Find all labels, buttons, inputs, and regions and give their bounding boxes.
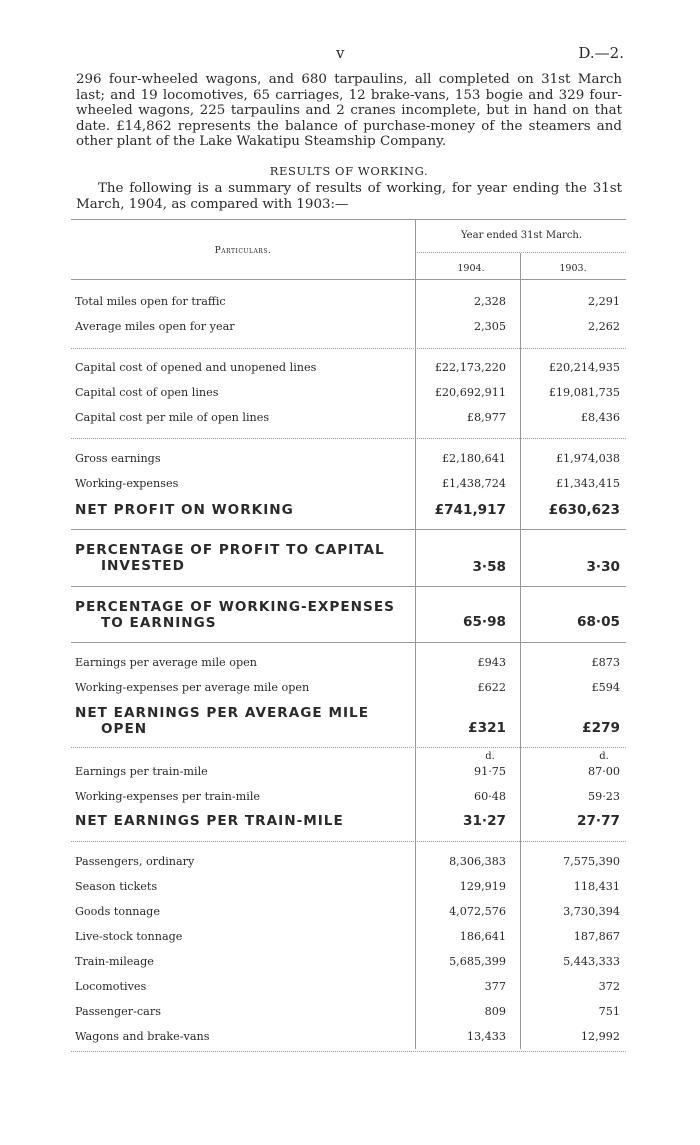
group-rule bbox=[71, 747, 626, 748]
value-1904: £321 bbox=[468, 720, 506, 736]
row-label: Capital cost per mile of open lines bbox=[75, 411, 270, 424]
section-heading: RESULTS OF WORKING. bbox=[269, 164, 429, 178]
value-1903: 751 bbox=[598, 1005, 620, 1018]
row-label: Passenger-cars bbox=[75, 1005, 161, 1018]
value-1903: £279 bbox=[582, 720, 620, 736]
value-1903: 7,575,390 bbox=[563, 855, 620, 868]
value-1904: £20,692,911 bbox=[434, 386, 506, 399]
value-1904: 809 bbox=[484, 1005, 506, 1018]
table-top-rule bbox=[71, 219, 626, 220]
year-rule bbox=[417, 252, 626, 253]
value-1903: £1,974,038 bbox=[555, 452, 620, 465]
row-label: Capital cost of opened and unopened lines bbox=[75, 361, 317, 374]
value-1904: £741,917 bbox=[434, 502, 506, 518]
value-1903: 3,730,394 bbox=[563, 905, 620, 918]
value-1903: 5,443,333 bbox=[563, 955, 620, 968]
row-label: Average miles open for year bbox=[75, 320, 235, 333]
value-1903: £8,436 bbox=[580, 411, 620, 424]
value-1903: 59·23 bbox=[587, 790, 620, 803]
value-1904: 2,305 bbox=[473, 320, 506, 333]
particulars-header: Particulars. bbox=[214, 246, 272, 256]
row-label: NET EARNINGS PER TRAIN-MILE bbox=[75, 813, 344, 829]
group-rule bbox=[71, 348, 626, 349]
value-1904: £22,173,220 bbox=[434, 361, 506, 374]
value-1904: £2,180,641 bbox=[441, 452, 506, 465]
value-1903: £630,623 bbox=[548, 502, 620, 518]
group-rule bbox=[71, 438, 626, 439]
row-label-line1: PERCENTAGE OF PROFIT TO CAPITAL bbox=[75, 542, 385, 558]
value-1904: £622 bbox=[477, 681, 506, 694]
column-divider-1 bbox=[415, 279, 416, 1049]
row-label: Live-stock tonnage bbox=[75, 930, 183, 943]
value-1904: 91·75 bbox=[473, 765, 506, 778]
value-1904: 5,685,399 bbox=[449, 955, 506, 968]
document-reference: D.—2. bbox=[578, 44, 624, 62]
value-1903: £19,081,735 bbox=[548, 386, 620, 399]
table-bottom-rule bbox=[71, 1051, 626, 1052]
row-label: Earnings per train-mile bbox=[75, 765, 208, 778]
value-1904: 65·98 bbox=[463, 614, 506, 630]
row-label-line1: NET EARNINGS PER AVERAGE MILE bbox=[75, 705, 369, 721]
header-bottom-rule bbox=[71, 279, 626, 280]
value-1904: 2,328 bbox=[473, 295, 506, 308]
value-1903: 12,992 bbox=[580, 1030, 620, 1043]
year-1903-header: 1903. bbox=[559, 263, 587, 274]
year-1904-header: 1904. bbox=[457, 263, 485, 274]
row-label: Earnings per average mile open bbox=[75, 656, 257, 669]
pence-unit-1904: d. bbox=[485, 751, 495, 762]
value-1903: £873 bbox=[591, 656, 620, 669]
group-rule bbox=[71, 586, 626, 587]
row-label: Gross earnings bbox=[75, 452, 161, 465]
value-1903: 187,867 bbox=[573, 930, 620, 943]
group-rule bbox=[71, 642, 626, 643]
group-rule bbox=[71, 841, 626, 842]
row-label: Working-expenses per average mile open bbox=[75, 681, 310, 694]
group-rule bbox=[71, 529, 626, 530]
value-1904: 3·58 bbox=[472, 559, 506, 575]
value-1904: £8,977 bbox=[466, 411, 506, 424]
value-1903: 118,431 bbox=[573, 880, 620, 893]
value-1903: £594 bbox=[591, 681, 620, 694]
column-divider-2 bbox=[520, 279, 521, 1049]
value-1903: £20,214,935 bbox=[548, 361, 620, 374]
row-label: Working-expenses per train-mile bbox=[75, 790, 261, 803]
row-label: NET PROFIT ON WORKING bbox=[75, 502, 294, 518]
row-label: Passengers, ordinary bbox=[75, 855, 195, 868]
year-ended-header: Year ended 31st March. bbox=[460, 230, 583, 241]
value-1903: 68·05 bbox=[577, 614, 620, 630]
value-1904: 129,919 bbox=[459, 880, 506, 893]
value-1904: 60·48 bbox=[473, 790, 506, 803]
row-label: Working-expenses bbox=[75, 477, 179, 490]
value-1903: 372 bbox=[598, 980, 620, 993]
row-label bbox=[75, 542, 413, 574]
row-label: Wagons and brake-vans bbox=[75, 1030, 210, 1043]
row-label bbox=[75, 705, 413, 737]
page-number: v bbox=[336, 44, 345, 62]
value-1903: 2,262 bbox=[587, 320, 620, 333]
row-label: Season tickets bbox=[75, 880, 158, 893]
value-1904: 4,072,576 bbox=[449, 905, 506, 918]
value-1904: 13,433 bbox=[466, 1030, 506, 1043]
value-1903: £1,343,415 bbox=[555, 477, 620, 490]
value-1904: £1,438,724 bbox=[441, 477, 506, 490]
value-1904: £943 bbox=[477, 656, 506, 669]
value-1903: 3·30 bbox=[586, 559, 620, 575]
row-label: Train-mileage bbox=[75, 955, 154, 968]
value-1904: 186,641 bbox=[459, 930, 506, 943]
row-label bbox=[75, 599, 413, 631]
row-label: Goods tonnage bbox=[75, 905, 160, 918]
value-1904: 377 bbox=[484, 980, 506, 993]
value-1903: 87·00 bbox=[587, 765, 620, 778]
intro-paragraph: 296 four-wheeled wagons, and 680 tarpaulins, all completed on 31st March last; and 19 locomotives, 65 carriages, 12 brake-vans, 153 bogie and 329 four-wheeled wagons, 225 tarpaulins and 2 cranes incomplete, but in hand on that date. £14,862 represents the balance of purchase-money of the steamers and other plant of the Lake Wakatipu Steamship Company. bbox=[76, 72, 622, 150]
row-label-line2: INVESTED bbox=[101, 558, 185, 574]
row-label: Total miles open for traffic bbox=[75, 295, 226, 308]
value-1904: 8,306,383 bbox=[449, 855, 506, 868]
value-1904: 31·27 bbox=[463, 813, 506, 829]
row-label-line2: OPEN bbox=[101, 721, 148, 737]
row-label-line2: TO EARNINGS bbox=[101, 615, 217, 631]
value-1903: 2,291 bbox=[587, 295, 620, 308]
row-label: Capital cost of open lines bbox=[75, 386, 219, 399]
row-label-line1: PERCENTAGE OF WORKING-EXPENSES bbox=[75, 599, 395, 615]
summary-paragraph: The following is a summary of results of working, for year ending the 31st March, 1904, as compared with 1903:— bbox=[76, 181, 622, 212]
pence-unit-1903: d. bbox=[599, 751, 609, 762]
value-1903: 27·77 bbox=[577, 813, 620, 829]
row-label: Locomotives bbox=[75, 980, 147, 993]
header-divider bbox=[415, 219, 416, 279]
